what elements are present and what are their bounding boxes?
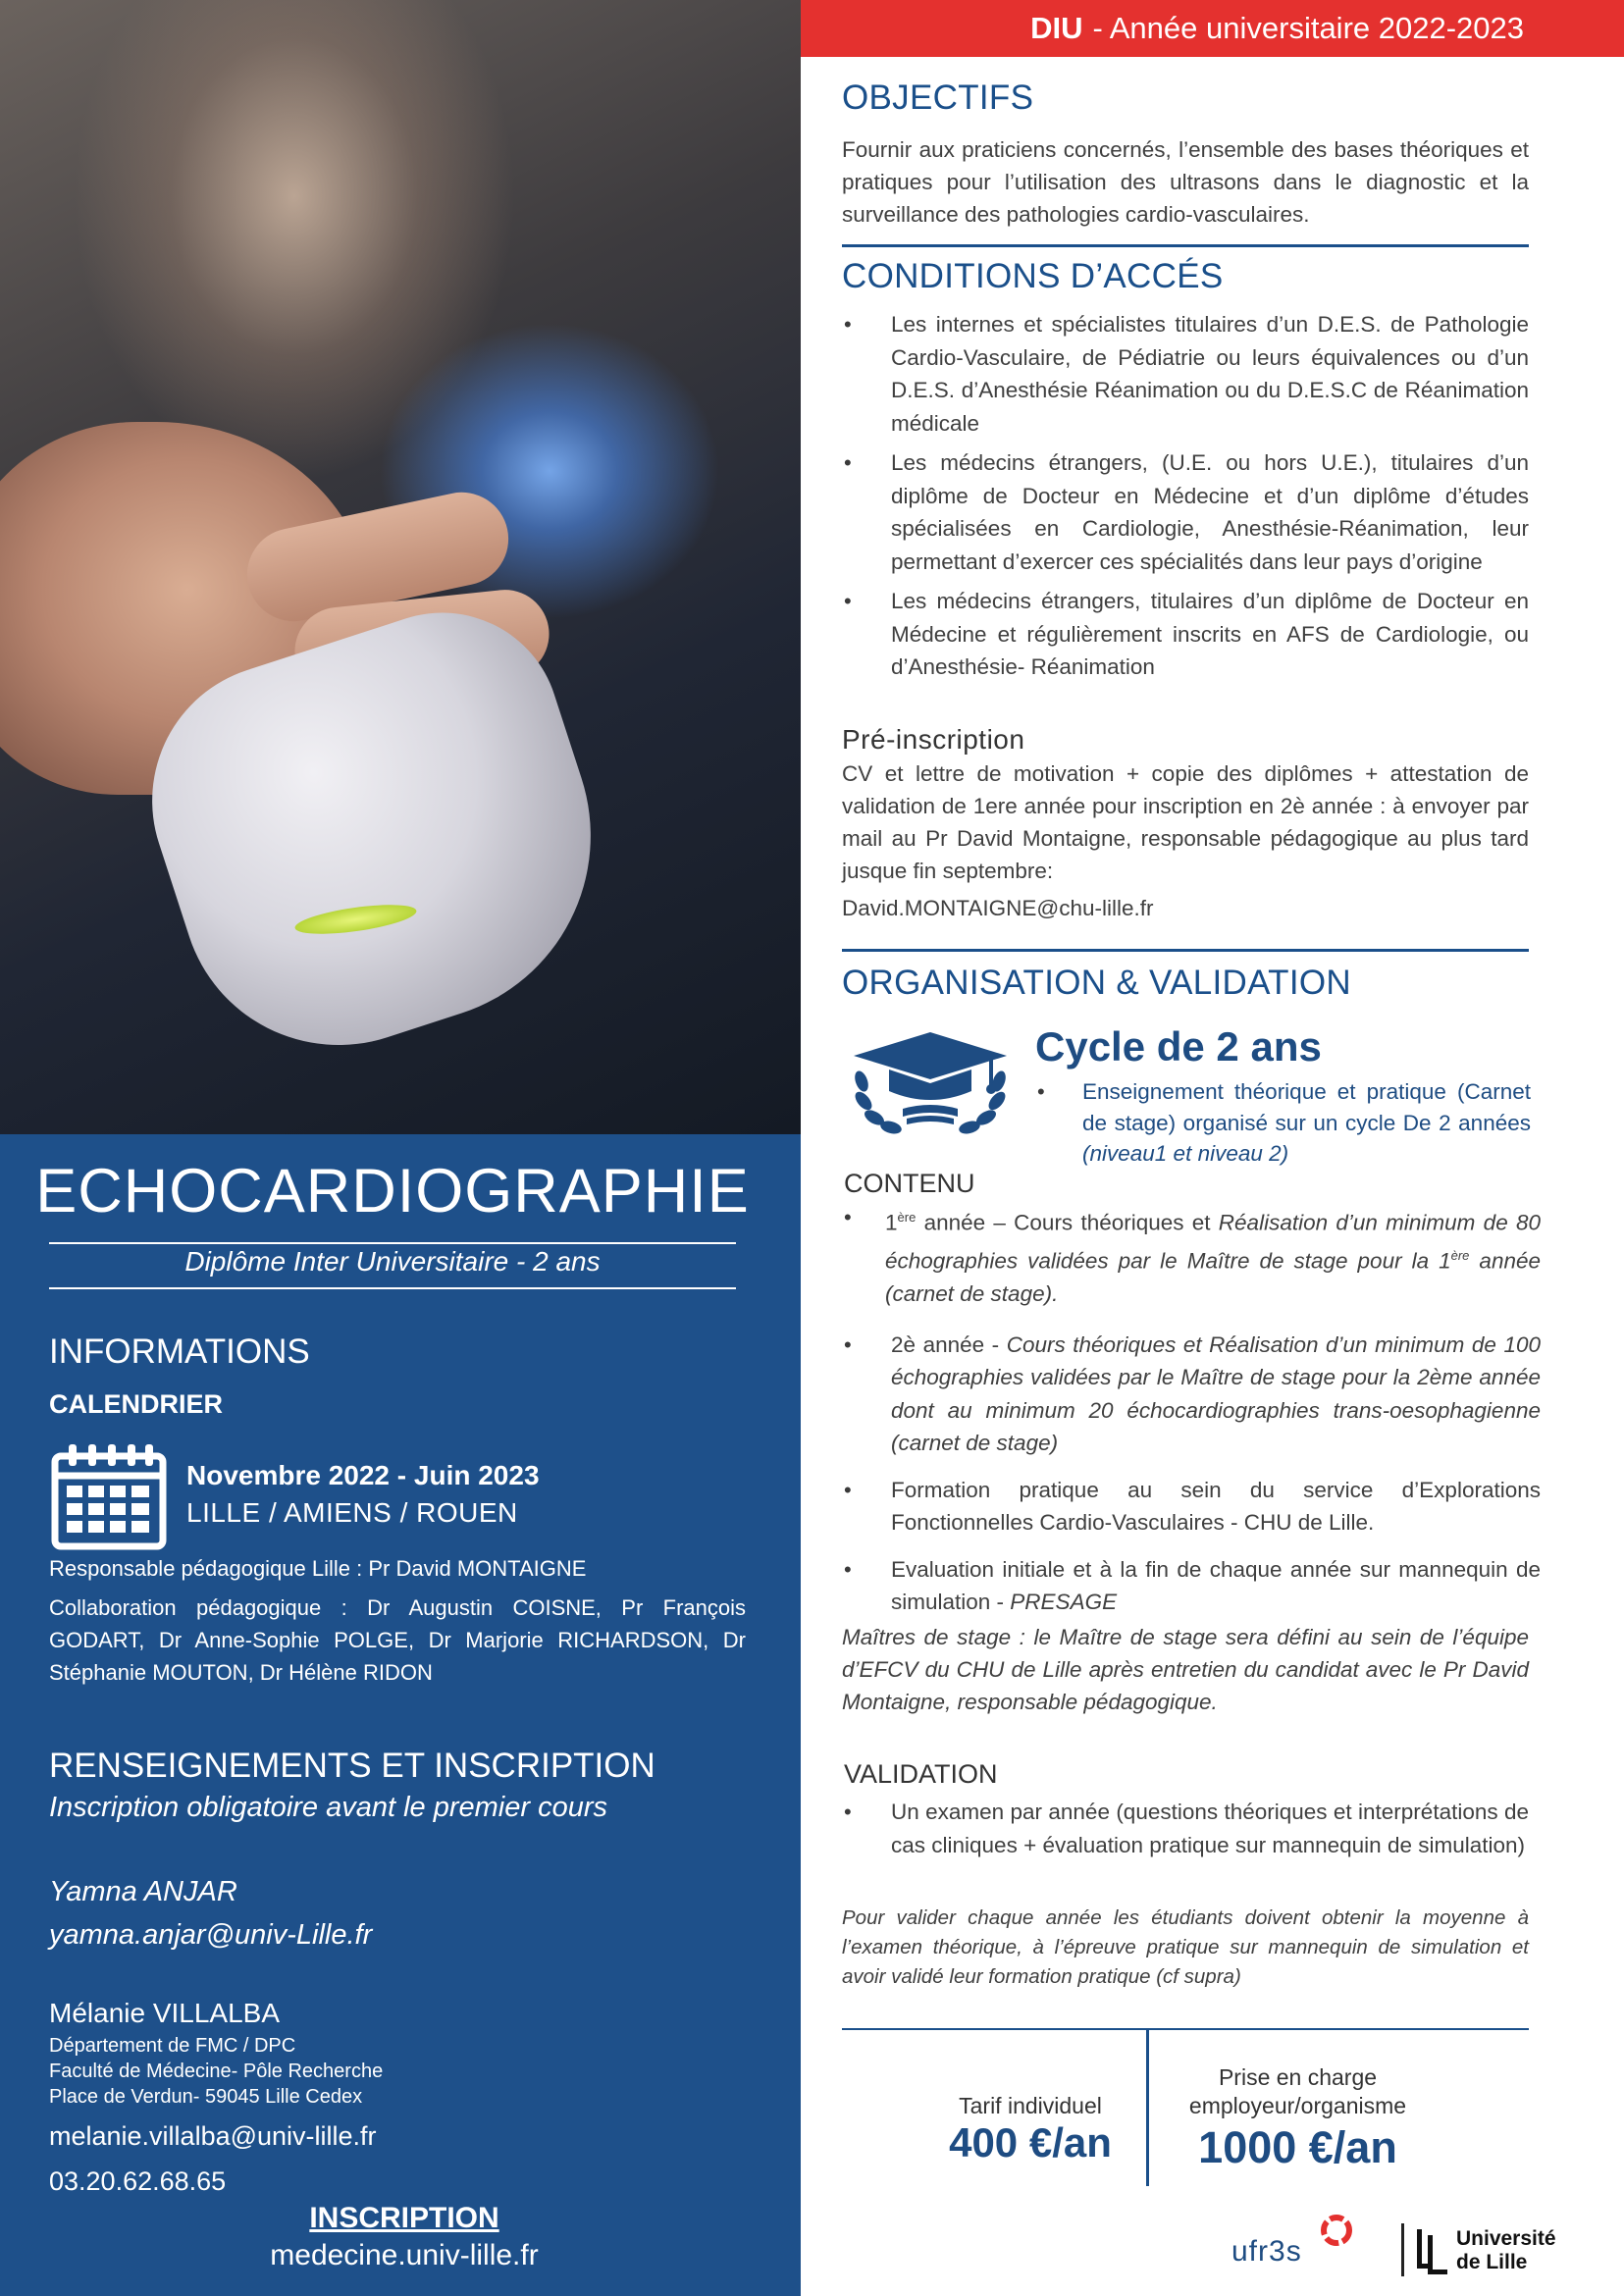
address-block — [49, 2033, 383, 2110]
organisation-heading: ORGANISATION & VALIDATION — [842, 964, 1351, 1002]
address-line: Faculté de Médecine- Pôle Recherche — [49, 2061, 384, 2082]
item-text-italic: Cours théoriques et Réalisation d’un minimum de 100 échographies validées par le Maître de stage pour la 2ème année dont au minimum 20 échocardiographies trans-oesophagienne (carnet de stage) — [891, 1331, 1541, 1455]
universite-de-lille-logo — [1415, 2225, 1582, 2280]
divider — [49, 1287, 736, 1289]
cycle-text: Enseignement théorique et pratique (Carnet de stage) organisé sur un cycle De 2 années — [1082, 1079, 1531, 1135]
divider — [49, 1242, 736, 1244]
calendar-dates: Novembre 2022 - Juin 2023 — [186, 1460, 540, 1490]
list-item: • Les médecins étrangers, (U.E. ou hors U.E.), titulaires d’un diplôme de Docteur en Médecine et d’un diplôme d’études spécialisées en Cardiologie, Anesthésie-Réanimation, leur permettant d’exercer ces spécialités dans leur pays d’origine — [842, 446, 1529, 578]
ufr3s-logo — [1231, 2212, 1359, 2280]
item-text: 2è année - — [891, 1331, 1007, 1357]
list-item: • 1ère année – Cours théoriques et Réalisation d’un minimum de 80 échographies validées par le Maître de stage pour la 1ère année (carnet de stage). — [842, 1201, 1541, 1311]
validation-heading: VALIDATION — [844, 1759, 998, 1789]
list-item: • Formation pratique au sein du service d’Explorations Fonctionnelles Cardio-Vasculaires - CHU de Lille. — [842, 1474, 1541, 1539]
year-text: - Année universitaire 2022-2023 — [1092, 11, 1524, 45]
tarif-employeur-price: 1000 €/an — [1198, 2122, 1397, 2172]
informations-heading: INFORMATIONS — [49, 1332, 310, 1371]
inscription-label: INSCRIPTION — [309, 2202, 499, 2234]
contact2-name: Mélanie VILLALBA — [49, 1998, 281, 2028]
cycle-title: Cycle de 2 ans — [1035, 1023, 1322, 1070]
list-item — [842, 1329, 1541, 1460]
tarif-individuel-price: 400 €/an — [949, 2119, 1112, 2166]
list-item: • Les médecins étrangers, titulaires d’un diplôme de Docteur en Médecine et régulièrement inscrits en AFS de Cardiologie, ou d’Anesthésie- Réanimation — [842, 585, 1529, 684]
contenu-heading: CONTENU — [844, 1169, 975, 1198]
calendar-icon — [49, 1438, 169, 1552]
cycle-levels: (niveau1 et niveau 2) — [1082, 1141, 1289, 1166]
renseignements-heading: RENSEIGNEMENTS ET INSCRIPTION — [49, 1747, 655, 1785]
validation-list — [842, 1796, 1529, 1868]
cycle-item — [1035, 1076, 1531, 1170]
item-text: Evaluation initiale et à la fin de chaque année sur mannequin de simulation - — [891, 1556, 1541, 1614]
info-panel — [0, 1134, 801, 2296]
inscription-url[interactable]: medecine.univ-lille.fr — [270, 2239, 539, 2271]
conditions-heading: CONDITIONS D’ACCÉS — [842, 257, 1224, 295]
divider — [842, 2028, 1529, 2030]
collaboration-block — [49, 1592, 746, 1689]
ufr3s-logo-text: ufr3s — [1231, 2235, 1302, 2268]
objectifs-text: Fournir aux praticiens concernés, l’ensemble des bases théoriques et pratiques pour l’utilisation des ultrasons dans le diagnostic et la surveillance des pathologies cardio-vasculaires. — [842, 137, 1529, 227]
superscript: ère — [897, 1210, 917, 1225]
universite-text: Université — [1456, 2227, 1556, 2250]
list-item: • Un examen par année (questions théoriques et interprétations de cas cliniques + évaluation pratique sur mannequin de simulation) — [842, 1796, 1529, 1861]
program-title: ECHOCARDIOGRAPHIE — [35, 1157, 750, 1226]
hero-photo — [0, 0, 801, 1134]
address-line: Place de Verdun- 59045 Lille Cedex — [49, 2086, 363, 2108]
universite-de-lille-text — [1456, 2227, 1556, 2274]
preinscription-text: CV et lettre de motivation + copie des diplômes + attestation de validation de 1ere année pour inscription en 2è année : à envoyer par mail au Pr David Montaigne, responsable pédagogique au plus tard jusque fin septembre: — [842, 761, 1529, 883]
diu-label: DIU — [1030, 11, 1083, 45]
year-banner — [801, 0, 1624, 57]
validation-note: Pour valider chaque année les étudiants doivent obtenir la moyenne à l’examen théorique, à l’épreuve pratique sur mannequin de simulation et avoir validé leur formation pratique (cf supra) — [842, 1906, 1529, 1988]
calendrier-heading: CALENDRIER — [49, 1389, 224, 1419]
graduation-cap-laurel-icon — [842, 1026, 1019, 1134]
list-item — [842, 1553, 1541, 1619]
collab-label: Collaboration pédagogique : — [49, 1595, 347, 1620]
responsable-label: Responsable pédagogique Lille : — [49, 1556, 363, 1581]
inscription-obligatoire: Inscription obligatoire avant le premier cours — [49, 1792, 607, 1823]
objectifs-heading: OBJECTIFS — [842, 78, 1034, 117]
superscript: ère — [1450, 1248, 1470, 1263]
list-item: • Les internes et spécialistes titulaires d’un D.E.S. de Pathologie Cardio-Vasculaire, de Pédiatrie ou leurs équivalences ou d’un D.E.S. d’Anesthésie Réanimation ou du D.E.S.C de Réanimation médicale — [842, 308, 1529, 440]
contact2-email[interactable]: melanie.villalba@univ-lille.fr — [49, 2121, 377, 2151]
item-text: année – Cours théoriques et — [916, 1210, 1219, 1235]
cycle-block — [1035, 1076, 1531, 1176]
logo-divider — [1401, 2223, 1404, 2276]
tarif-employeur-line2: employeur/organisme — [1188, 2093, 1407, 2118]
preinscription-heading: Pré-inscription — [842, 724, 1025, 755]
calendar-sites: LILLE / AMIENS / ROUEN — [186, 1497, 518, 1528]
item-text-italic: PRESAGE — [1010, 1590, 1118, 1614]
contact1-name: Yamna ANJAR — [49, 1876, 237, 1907]
maitres-text: Maîtres de stage : le Maître de stage sera défini au sein de l’équipe d’EFCV du CHU de Lille après entretien du candidat avec le Pr David Montaigne, responsable pédagogique. — [842, 1625, 1529, 1714]
conditions-list — [842, 308, 1529, 691]
divider — [842, 244, 1529, 247]
divider — [842, 949, 1529, 952]
item-text-italic: Réalisation d’un minimum de 80 échographies validées par le Maître de stage pour la 1 — [885, 1210, 1541, 1274]
contenu-list — [842, 1201, 1541, 1626]
lille-ll-icon — [1415, 2227, 1450, 2274]
responsable-name: Pr David MONTAIGNE — [368, 1556, 587, 1581]
tarif-employeur-line1: Prise en charge — [1218, 2064, 1378, 2090]
program-subtitle: Diplôme Inter Universitaire - 2 ans — [184, 1246, 601, 1277]
collab-names: Dr Augustin COISNE, Pr François GODART, Dr Anne-Sophie POLGE, Dr Marjorie RICHARDSON, Dr Stéphanie MOUTON, Dr Hélène RIDON — [49, 1595, 747, 1685]
address-line: Département de FMC / DPC — [49, 2035, 296, 2057]
ufr3s-emblem-icon — [1318, 2212, 1355, 2249]
responsable-line — [49, 1556, 752, 1582]
tarif-employeur-label — [1158, 2063, 1438, 2120]
item-text-italic: année (carnet de stage). — [885, 1248, 1541, 1306]
tarif-individuel-label: Tarif individuel — [959, 2093, 1102, 2118]
contact1-email[interactable]: yamna.anjar@univ-Lille.fr — [49, 1919, 373, 1951]
phone-number: 03.20.62.68.65 — [49, 2166, 227, 2196]
de-lille-text: de Lille — [1456, 2251, 1528, 2273]
preinscription-email[interactable]: David.MONTAIGNE@chu-lille.fr — [842, 896, 1154, 920]
